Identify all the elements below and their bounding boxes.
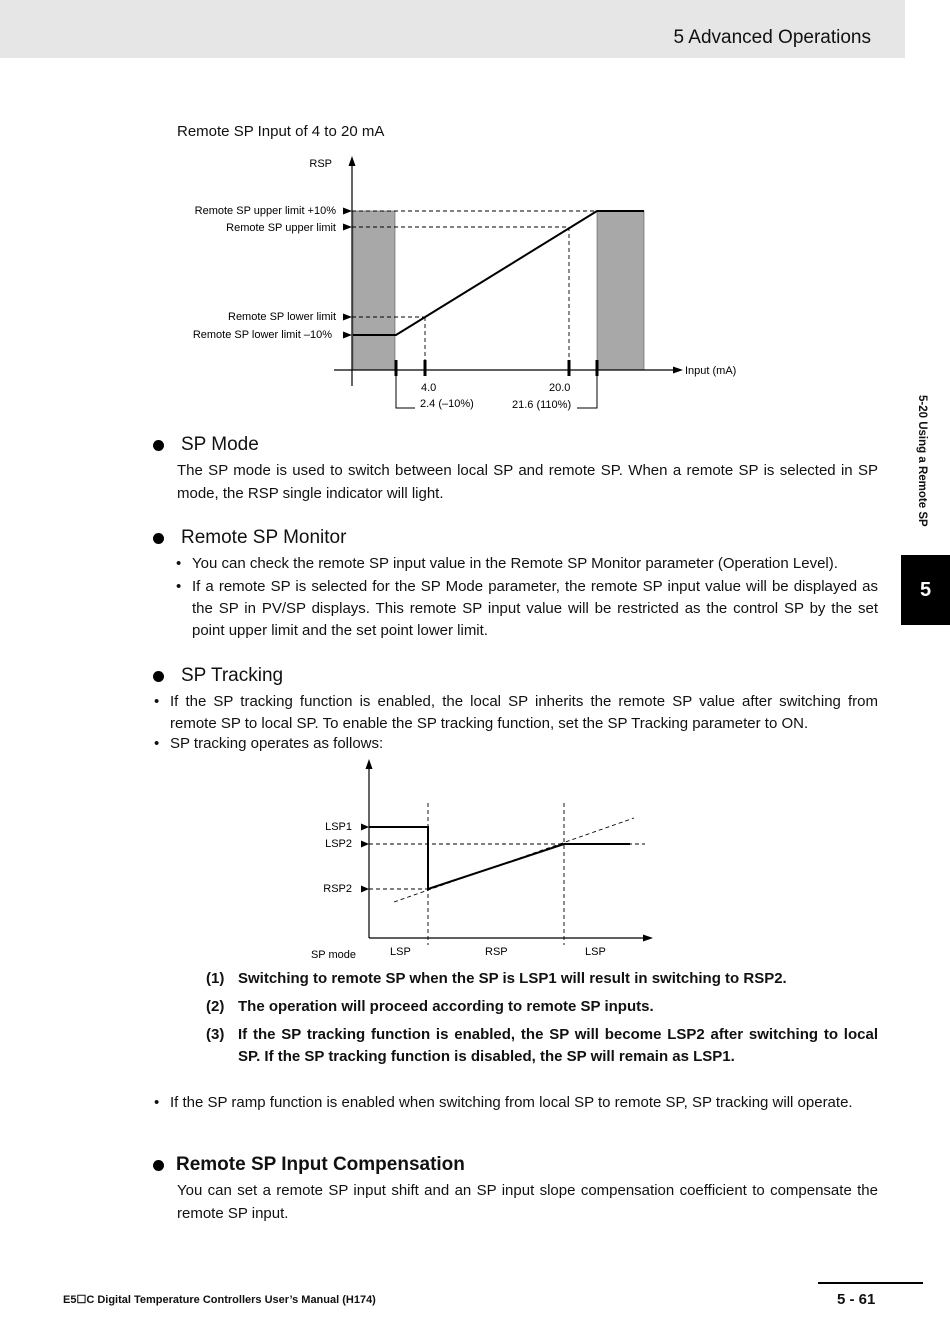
bullet-dot-icon	[153, 671, 164, 682]
list-item: • If the SP tracking function is enabled, the local SP inherits the remote SP value after switching from remote SP to local SP. To enable the SP tracking function, set the SP Tracking parameter to ON.	[154, 693, 878, 732]
label-mode-lsp-1: LSP	[390, 946, 411, 958]
label-lsp2: LSP2	[325, 838, 352, 850]
bullet-dot-icon	[153, 533, 164, 544]
sp-mode-text: The SP mode is used to switch between local SP and remote SP. When a remote SP is selected in SP mode, the RSP single indicator will light.	[177, 462, 878, 502]
tick-label-2-4: 2.4 (–10%)	[420, 398, 474, 410]
step-1: (1) Switching to remote SP when the SP is LSP1 will result in switching to RSP2.	[206, 970, 787, 987]
label-mode-lsp-2: LSP	[585, 946, 606, 958]
list-item: • If a remote SP is selected for the SP Mode parameter, the remote SP input value will be displayed as the SP in PV/SP displays. This remote SP input value will be restricted as the control SP by the set point upper limit and the set point lower limit.	[176, 578, 878, 639]
side-tab-label	[906, 395, 936, 550]
y-axis-arrow	[349, 156, 356, 166]
figure1-caption: Remote SP Input of 4 to 20 mA	[177, 123, 385, 140]
x-axis-label: Input (mA)	[685, 365, 737, 377]
tick-label-20: 20.0	[549, 382, 571, 394]
label-lower: Remote SP lower limit	[228, 311, 336, 323]
bullet-dot-icon	[153, 440, 164, 451]
page-header	[0, 0, 905, 58]
figure2-sp-tracking-diagram	[300, 755, 670, 967]
label-sp-mode: SP mode	[310, 949, 356, 961]
side-tab-text: 5-20 Using a Remote SP	[916, 395, 928, 527]
remote-sp-input-comp-text: You can set a remote SP input shift and an SP input slope compensation coefficient to compensate the remote SP input.	[177, 1182, 878, 1222]
label-upper: Remote SP upper limit	[226, 222, 336, 234]
chapter-tab[interactable]: 5	[901, 555, 950, 625]
header-title: 5 Advanced Operations	[673, 27, 871, 48]
sp-tracking-heading: SP Tracking	[153, 665, 283, 687]
tick-label-21-6: 21.6 (110%)	[512, 399, 572, 411]
sp-path	[369, 827, 630, 889]
footer-divider	[818, 1282, 923, 1284]
footer-manual-title: E5☐C Digital Temperature Controllers User’s Manual (H174)	[63, 1294, 376, 1306]
list-item: • You can check the remote SP input value in the Remote SP Monitor parameter (Operation Level).	[176, 555, 838, 572]
remote-sp-monitor-heading: Remote SP Monitor	[153, 527, 346, 549]
shaded-region-left	[353, 211, 395, 370]
label-lower-minus10: Remote SP lower limit –10%	[192, 329, 332, 341]
label-mode-rsp: RSP	[485, 946, 508, 958]
remote-sp-input-comp-heading: Remote SP Input Compensation	[153, 1154, 465, 1176]
x-axis-arrow	[673, 367, 683, 374]
list-item: • SP tracking operates as follows:	[154, 735, 384, 752]
tick-label-4: 4.0	[421, 382, 437, 394]
label-lsp1: LSP1	[325, 821, 352, 833]
list-item: • If the SP ramp function is enabled when switching from local SP to remote SP, SP tracking will operate.	[154, 1094, 853, 1111]
figure1-rsp-diagram	[150, 150, 760, 420]
shaded-region-right	[597, 211, 644, 370]
y-axis-label: RSP	[309, 158, 332, 170]
step-2: (2) The operation will proceed according to remote SP inputs.	[206, 998, 654, 1015]
page-number: 5 - 61	[837, 1291, 876, 1308]
step-3: (3) If the SP tracking function is enabled, the SP will become LSP2 after switching to local SP. If the SP tracking function is disabled, the SP will remain as LSP1.	[206, 1026, 878, 1065]
label-rsp2: RSP2	[323, 883, 352, 895]
bullet-dot-icon	[153, 1160, 164, 1171]
sp-mode-heading: SP Mode	[153, 434, 259, 456]
label-upper-plus10: Remote SP upper limit +10%	[194, 205, 336, 217]
